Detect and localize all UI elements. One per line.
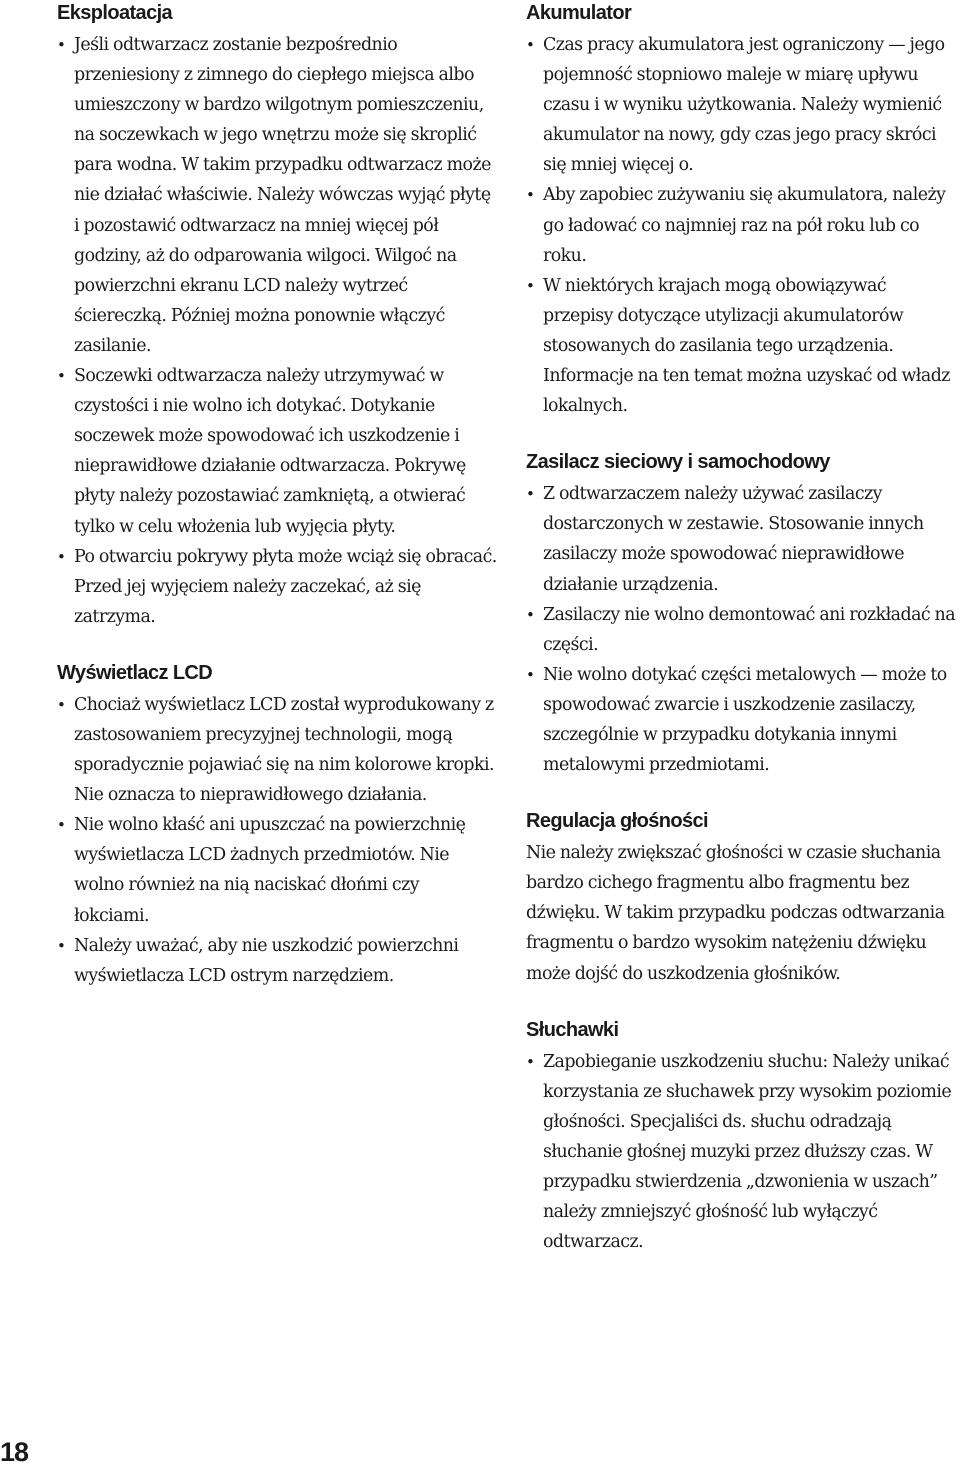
bullet-icon: • <box>526 665 535 684</box>
list-item-text: Aby zapobiec zużywaniu się akumulatora, należy go ładować co najmniej raz na pół roku lub co roku. <box>543 185 946 266</box>
list-item <box>526 271 960 421</box>
list-item-text: Należy uważać, aby nie uszkodzić powierzchni wyświetlacza LCD ostrym narzędziem. <box>74 935 459 986</box>
section-sluchawki <box>526 1017 960 1258</box>
list-item <box>526 1047 960 1258</box>
bullet-list <box>526 479 960 780</box>
section-heading: Wyświetlacz LCD <box>57 661 213 684</box>
bullet-icon: • <box>57 547 66 566</box>
list-item <box>526 479 960 599</box>
list-item <box>57 931 497 991</box>
section-heading: Akumulator <box>526 2 632 24</box>
list-item-text: Zasilaczy nie wolno demontować ani rozkładać na części. <box>543 604 956 655</box>
section-wyswietlacz-lcd <box>57 660 497 991</box>
bullet-icon: • <box>57 695 66 714</box>
section-heading: Słuchawki <box>526 1018 619 1041</box>
bullet-list <box>57 690 497 991</box>
bullet-icon: • <box>57 936 66 955</box>
section-eksploatacja <box>57 0 497 632</box>
bullet-list <box>57 30 497 632</box>
list-item <box>57 810 497 930</box>
bullet-icon: • <box>526 485 535 504</box>
bullet-icon: • <box>526 36 535 54</box>
list-item-text: Z odtwarzaczem należy używać zasilaczy dostarczonych w zestawie. Stosowanie innych zasilaczy może spowodować nieprawidłowe działanie urządzenia. <box>543 484 924 595</box>
list-item <box>526 30 960 180</box>
list-item <box>526 600 960 660</box>
bullet-icon: • <box>526 276 535 295</box>
bullet-icon: • <box>57 816 66 835</box>
section-akumulator <box>526 0 960 421</box>
list-item-text: Chociaż wyświetlacz LCD został wyprodukowany z zastosowaniem precyzyjnej technologii, mogą sporadycznie pojawiać się na nim kolorowe kropki. Nie oznacza to nieprawidłowego działania. <box>74 694 494 806</box>
bullet-icon: • <box>526 1052 535 1071</box>
section-zasilacz <box>526 449 960 780</box>
bullet-list <box>526 30 960 421</box>
bullet-list <box>526 1047 960 1258</box>
list-item-text: Jeśli odtwarzacz zostanie bezpośrednio przeniesiony z zimnego do ciepłego miejsca albo umieszczony w bardzo wilgotnym pomieszczeniu, na soczewkach w jego wnętrzu może się skroplić para wodna. W takim przypadku odtwarzacz może nie działać właściwie. Należy wówczas wyjąć płytę i pozostawić odtwarzacz na mniej więcej pół godziny, aż do odparowania wilgoci. Wilgoć na powierzchni ekranu LCD należy wytrzeć ściereczką. Później można ponownie włączyć zasilanie. <box>74 35 491 356</box>
bullet-icon: • <box>526 605 535 624</box>
list-item <box>526 660 960 780</box>
list-item-text: Zapobieganie uszkodzeniu słuchu: Należy unikać korzystania ze słuchawek przy wysokim poziomie głośności. Specjaliści ds. słuchu odradzają słuchanie głośnej muzyki przez dłuższy czas. W przypadku stwierdzenia „dzwonienia w uszach” należy zmniejszyć głośność lub wyłączyć odtwarzacz. <box>543 1051 952 1253</box>
list-item-text: Po otwarciu pokrywy płyta może wciąż się obracać. Przed jej wyjęciem należy zaczekać, aż się zatrzyma. <box>74 546 497 627</box>
list-item-text: W niektórych krajach mogą obowiązywać przepisy dotyczące utylizacji akumulatorów stosowanych do zasilania tego urządzenia. Informacje na ten temat można uzyskać od władz lokalnych. <box>543 275 950 417</box>
section-heading: Regulacja głośności <box>526 810 708 833</box>
list-item-text: Nie wolno kłaść ani upuszczać na powierzchnię wyświetlacza LCD żadnych przedmiotów. Nie wolno również na nią naciskać dłońmi czy łokciami. <box>74 815 466 926</box>
list-item <box>57 690 497 810</box>
page-number: 18 <box>0 1437 29 1467</box>
list-item <box>57 30 497 361</box>
list-item-text: Nie wolno dotykać części metalowych — może to spowodować zwarcie i uszkodzenie zasilaczy, szczególnie w przypadku dotykania innymi metalowymi przedmiotami. <box>543 664 947 776</box>
left-column <box>57 0 497 1019</box>
section-regulacja-glosnosci <box>526 808 960 988</box>
list-item <box>57 361 497 542</box>
section-paragraph: Nie należy zwiększać głośności w czasie słuchania bardzo cichego fragmentu albo fragmentu bez dźwięku. W takim przypadku podczas odtwarzania fragmentu o bardzo wysokim natężeniu dźwięku może dojść do uszkodzenia głośników. <box>526 843 945 984</box>
list-item <box>57 542 497 632</box>
section-heading: Eksploatacja <box>57 2 173 24</box>
list-item-text: Soczewki odtwarzacza należy utrzymywać w czystości i nie wolno ich dotykać. Dotykanie soczewek może spowodować ich uszkodzenie i nieprawidłowe działanie odtwarzacza. Pokrywę płyty należy pozostawiać zamkniętą, a otwierać tylko w celu włożenia lub wyjęcia płyty. <box>74 366 466 537</box>
right-column <box>526 0 960 1285</box>
bullet-icon: • <box>57 36 66 54</box>
bullet-icon: • <box>526 186 535 205</box>
bullet-icon: • <box>57 367 66 386</box>
list-item-text: Czas pracy akumulatora jest ograniczony — jego pojemność stopniowo maleje w miarę upływu czasu i w wyniku użytkowania. Należy wymienić akumulator na nowy, gdy czas jego pracy skróci się mniej więcej o. <box>543 35 945 176</box>
section-heading: Zasilacz sieciowy i samochodowy <box>526 451 830 474</box>
list-item <box>526 180 960 270</box>
